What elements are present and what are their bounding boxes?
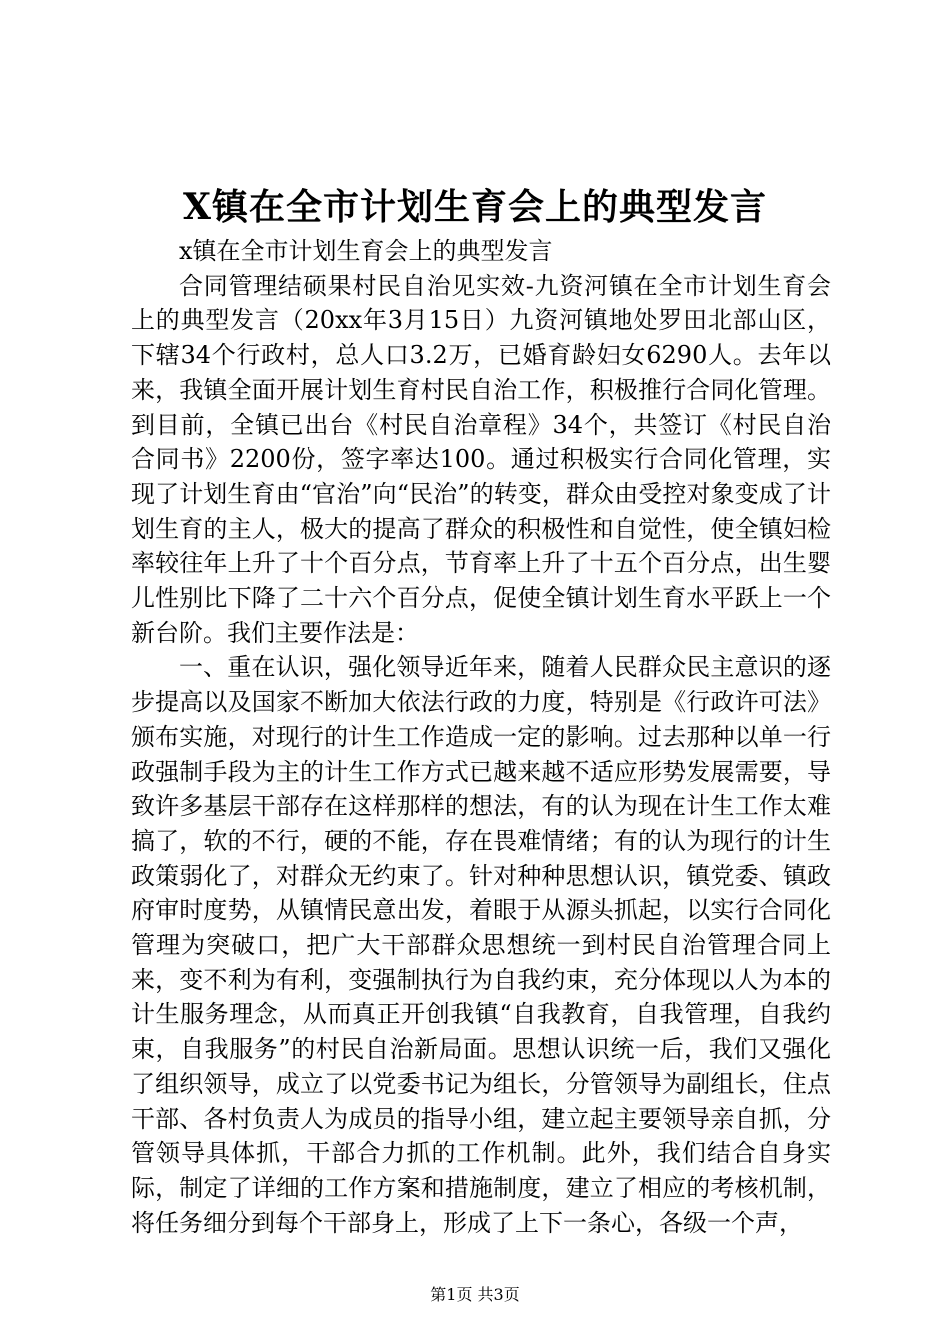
paragraph-section-one: 一、重在认识，强化领导近年来，随着人民群众民主意识的逐步提高以及国家不断加大依法行政的力度，特别是《行政许可法》颁布实施，对现行的计生工作造成一定的影响。过去那种以单一行政强制手段为主的计生工作方式已越来越不适应形势发展需要，导致许多基层干部存在这样那样的想法，有的认为现在计生工作太难搞了，软的不行，硬的不能，存在畏难情绪；有的认为现行的计生政策弱化了，对群众无约束了。针对种种思想认识，镇党委、镇政府审时度势，从镇情民意出发，着眼于从源头抓起，以实行合同化管理为突破口，把广大干部群众思想统一到村民自治管理合同上来，变不利为有利，变强制执行为自我约束，充分体现以人为本的计生服务理念，从而真正开创我镇“自我教育，自我管理，自我约束，自我服务”的村民自治新局面。思想认识统一后，我们又强化了组织领导，成立了以党委书记为组长，分管领导为副组长，住点干部、各村负责人为成员的指导小组，建立起主要领导亲自抓，分管领导具体抓，干部合力抓的工作机制。此外，我们结合自身实际，制定了详细的工作方案和措施制度，建立了相应的考核机制，将任务细分到每个干部身上，形成了上下一条心，各级一个声， <box>131 653 831 1237</box>
document-body <box>131 234 831 1240</box>
document-title: X镇在全市计划生育会上的典型发言 <box>183 186 767 228</box>
paragraph-subtitle: x镇在全市计划生育会上的典型发言 <box>179 237 553 265</box>
paragraph-intro: 合同管理结硕果村民自治见实效-九资河镇在全市计划生育会上的典型发言（20xx年3月15日）九资河镇地处罗田北部山区，下辖34个行政村，总人口3.2万，已婚育龄妇女6290人。去年以来，我镇全面开展计划生育村民自治工作，积极推行合同化管理。到目前，全镇已出台《村民自治章程》34个，共签订《村民自治合同书》2200份，签字率达100。通过积极实行合同化管理，实现了计划生育由“官治”向“民治”的转变，群众由受控对象变成了计划生育的主人，极大的提高了群众的积极性和自觉性，使全镇妇检率较往年上升了十个百分点，节育率上升了十五个百分点，出生婴儿性别比下降了二十六个百分点，促使全镇计划生育水平跃上一个新台阶。我们主要作法是： <box>131 271 831 647</box>
page-footer: 第1页 共3页 <box>430 1285 520 1304</box>
